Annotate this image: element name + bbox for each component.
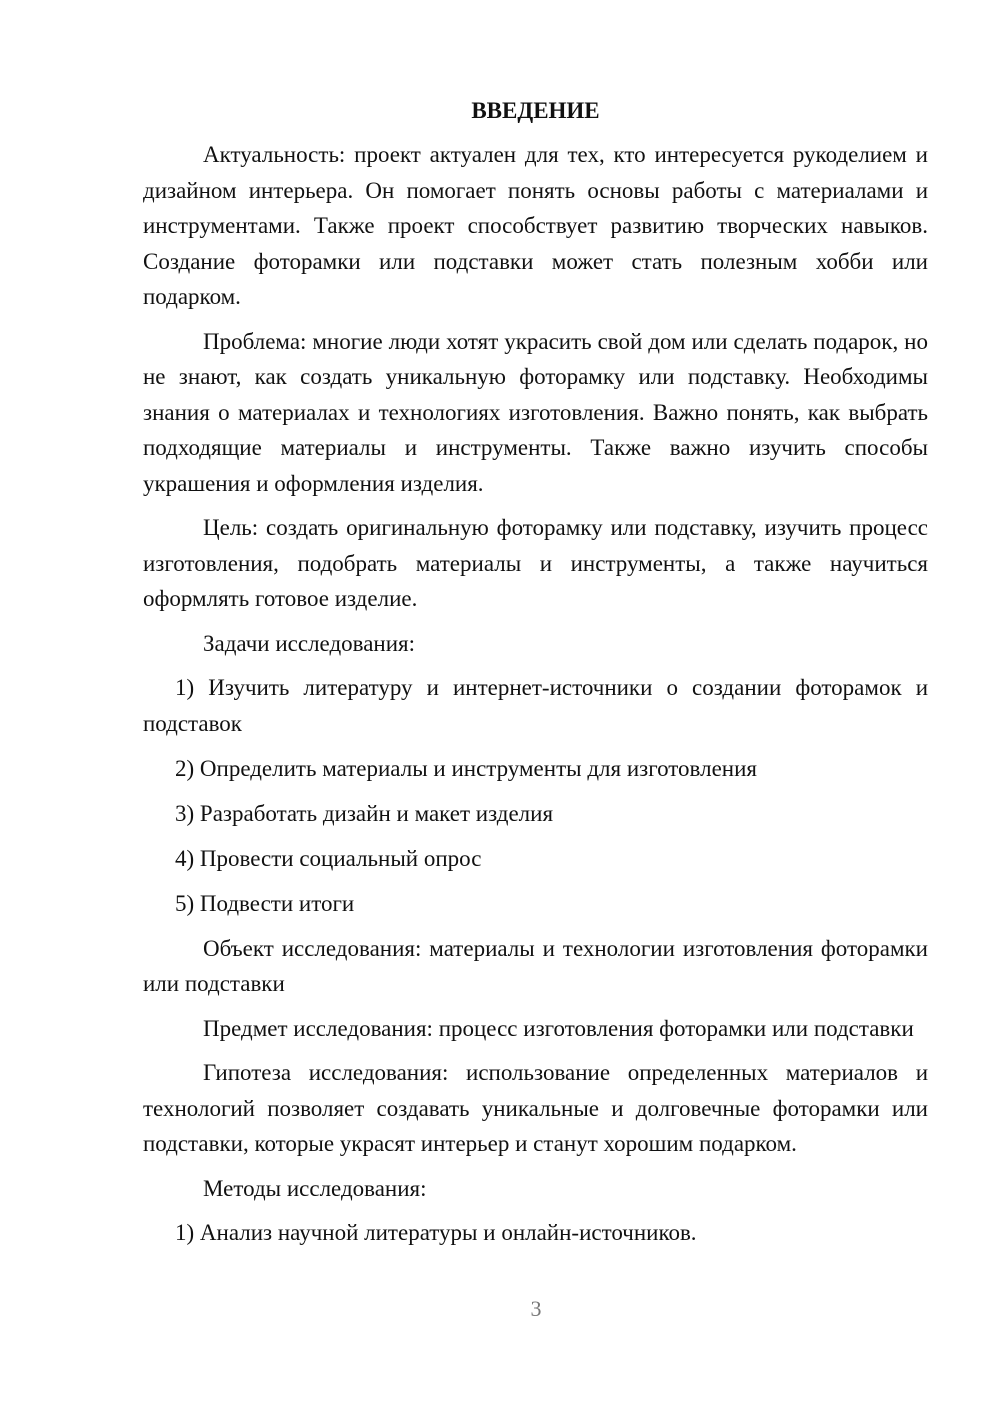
task-item: 2) Определить материалы и инструменты для изготовления: [175, 755, 757, 781]
relevance-paragraph: Актуальность: проект актуален для тех, кто интересуется рукоделием и дизайном интерьера. Он помогает понять основы работы с материалами и инструментами. Также проект способствует развитию творческих навыков. Создание фоторамки или подставки может стать полезным хобби или подарком.: [143, 142, 928, 309]
subject-paragraph: Предмет исследования: процесс изготовления фоторамки или подставки: [203, 1015, 914, 1041]
page-number: 3: [530, 1296, 542, 1321]
tasks-list: [143, 670, 928, 921]
task-item: 1) Изучить литературу и интернет-источники о создании фоторамок и подставок: [143, 675, 928, 736]
document-page: [143, 95, 928, 1260]
methods-heading: Методы исследования:: [203, 1175, 427, 1201]
object-paragraph: Объект исследования: материалы и технологии изготовления фоторамки или подставки: [143, 935, 928, 996]
goal-paragraph: Цель: создать оригинальную фоторамку или подставку, изучить процесс изготовления, подобрать материалы и инструменты, а также научиться оформлять готовое изделие.: [143, 515, 928, 611]
methods-list: [143, 1215, 928, 1251]
document-title: ВВЕДЕНИЕ: [471, 98, 600, 123]
task-item: 4) Провести социальный опрос: [175, 845, 482, 871]
task-item: 3) Разработать дизайн и макет изделия: [175, 800, 554, 826]
task-item: 5) Подвести итоги: [175, 890, 355, 916]
hypothesis-paragraph: Гипотеза исследования: использование определенных материалов и технологий позволяет создавать уникальные и долговечные фоторамки или подставки, которые украсят интерьер и станут хорошим подарком.: [143, 1060, 928, 1156]
method-item: 1) Анализ научной литературы и онлайн-источников.: [175, 1220, 697, 1245]
problem-paragraph: Проблема: многие люди хотят украсить свой дом или сделать подарок, но не знают, как создать уникальную фоторамку или подставку. Необходимы знания о материалах и технологиях изготовления. Важно понять, как выбрать подходящие материалы и инструменты. Также важно изучить способы украшения и оформления изделия.: [143, 328, 928, 496]
tasks-heading: Задачи исследования:: [203, 630, 416, 656]
